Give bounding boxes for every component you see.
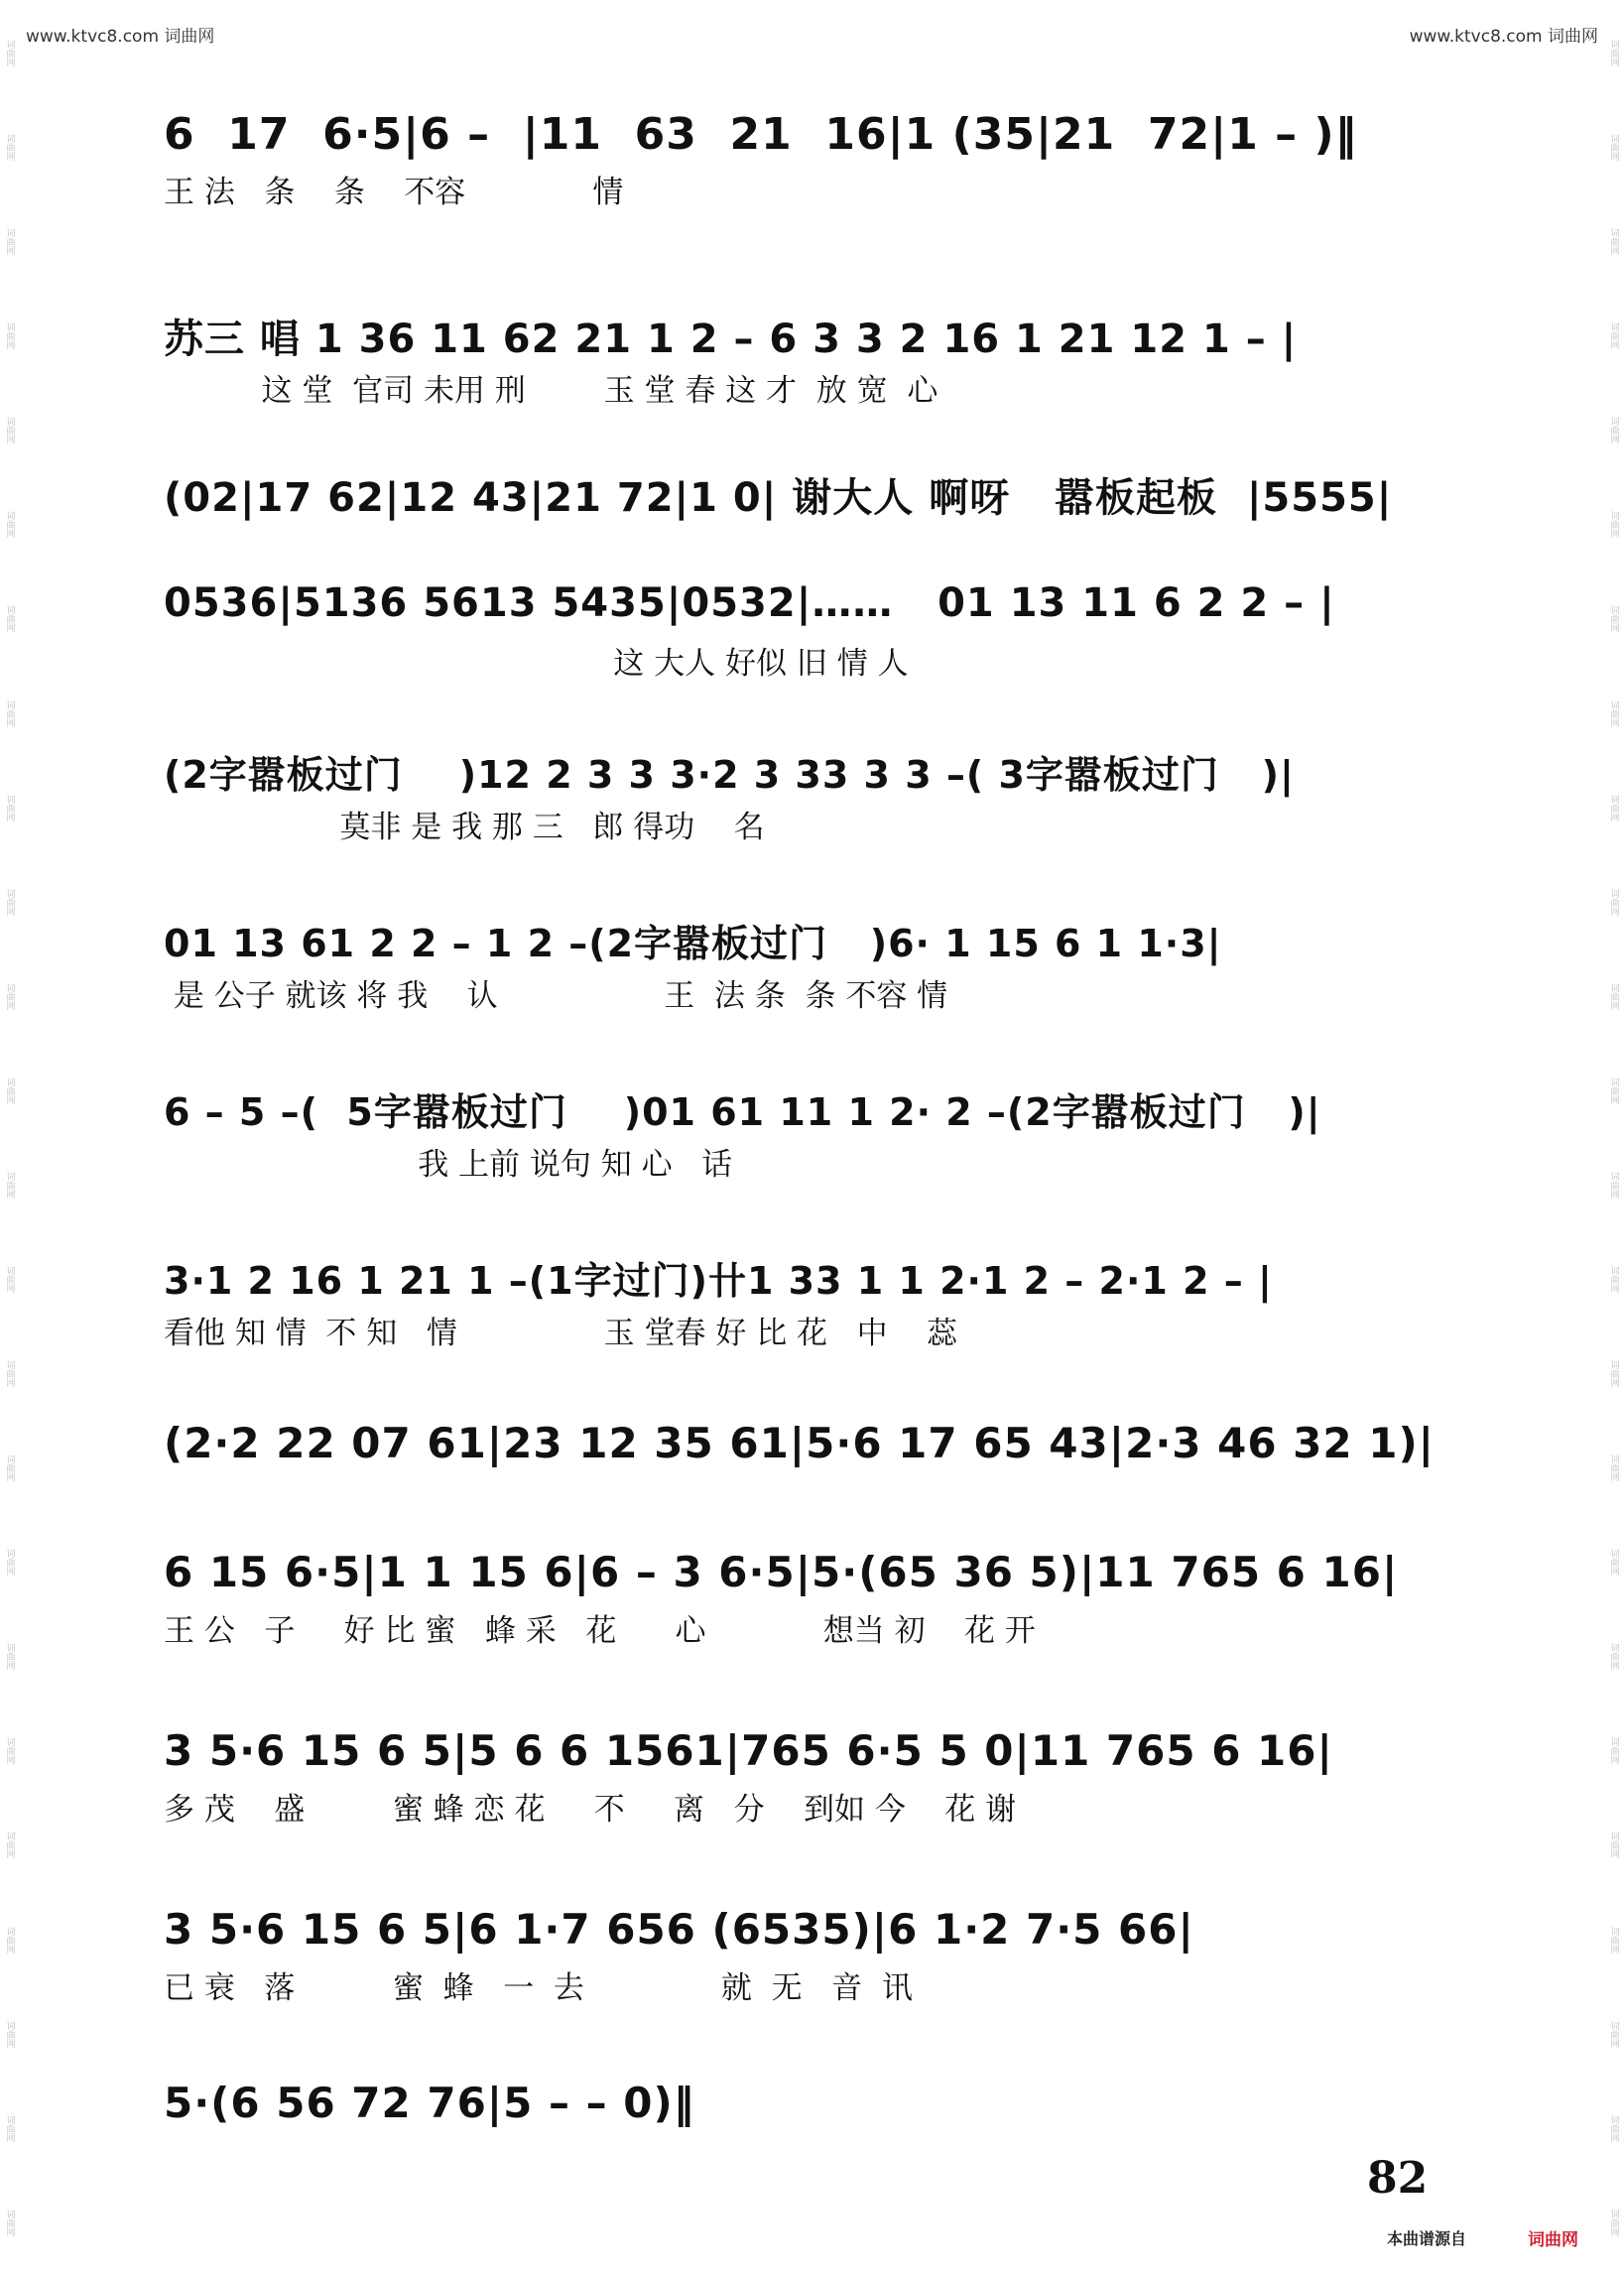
notation-line: 3 5·6 15 6 5|5 6 6 1561|765 6·5 5 0|11 765 6 16| bbox=[164, 1726, 1333, 1775]
left-margin-watermark: 词曲网 词曲网 词曲网 词曲网 词曲网 词曲网 词曲网 词曲网 词曲网 词曲网 词曲网 词曲网 词曲网 词曲网 词曲网 词曲网 词曲网 词曲网 词曲网 词曲网 词曲网 词曲网 词曲网 词曲网 bbox=[4, 40, 15, 2236]
notation-line: (2字嚣板过门 )12 2 3 3 3·2 3 33 3 3 –( 3字嚣板过门 )| bbox=[164, 753, 1295, 797]
lyric-line: 莫非 是 我 那 三 郎 得功 名 bbox=[164, 810, 765, 845]
notation-line: 0536|5136 5613 5435|0532|…… 01 13 11 6 2 2 – | bbox=[164, 580, 1335, 626]
notation-line: 5·(6 56 72 76|5 – – 0)‖ bbox=[164, 2079, 695, 2127]
notation-line: 6 17 6·5|6 – |11 63 21 16|1 (35|21 72|1 – )‖ bbox=[164, 109, 1358, 160]
notation-line: 01 13 61 2 2 – 1 2 –(2字嚣板过门 )6· 1 15 6 1 1·3| bbox=[164, 922, 1222, 965]
lyric-line: 这 堂 官司 未用 刑 玉 堂 春 这 才 放 宽 心 bbox=[164, 373, 938, 409]
footer-source-label: 本曲谱源自 bbox=[1387, 2229, 1467, 2248]
notation-line: 6 15 6·5|1 1 15 6|6 – 3 6·5|5·(65 36 5)|11 765 6 16| bbox=[164, 1548, 1399, 1596]
notation-line: 苏三 唱 1 36 11 62 21 1 2 – 6 3 3 2 16 1 21 12 1 – | bbox=[164, 316, 1298, 362]
lyric-line: 多 茂 盛 蜜 蜂 恋 花 不 离 分 到如 今 花 谢 bbox=[164, 1792, 1017, 1828]
lyric-line: 是 公子 就该 将 我 认 王 法 条 条 不容 情 bbox=[164, 978, 948, 1014]
notation-line: (02|17 62|12 43|21 72|1 0| 谢大人 啊呀 嚣板起板 |5555| bbox=[164, 475, 1393, 521]
notation-line: (2·2 22 07 61|23 12 35 61|5·6 17 65 43|2·3 46 32 1)| bbox=[164, 1419, 1436, 1467]
lyric-line: 看他 知 情 不 知 情 玉 堂春 好 比 花 中 蕊 bbox=[164, 1316, 958, 1351]
lyric-line: 王 公 子 好 比 蜜 蜂 采 花 心 想当 初 花 开 bbox=[164, 1613, 1036, 1649]
header-site-left: www.ktvc8.com 词曲网 bbox=[26, 27, 215, 47]
lyric-line: 王 法 条 条 不容 情 bbox=[164, 175, 624, 210]
page-number: 82 bbox=[1367, 2153, 1429, 2204]
lyric-line: 这 大人 好似 旧 情 人 bbox=[164, 646, 909, 682]
footer-site-link[interactable]: 词曲网 bbox=[1528, 2230, 1578, 2250]
lyric-line: 我 上前 说句 知 心 话 bbox=[164, 1147, 733, 1183]
notation-line: 3·1 2 16 1 21 1 –(1字过门)卄1 33 1 1 2·1 2 – 2·1 2 – | bbox=[164, 1259, 1273, 1303]
notation-line: 6 – 5 –( 5字嚣板过门 )01 61 11 1 2· 2 –(2字嚣板过门 )| bbox=[164, 1090, 1321, 1134]
header-site-right: www.ktvc8.com 词曲网 bbox=[1409, 27, 1598, 47]
right-margin-watermark: 词曲网 词曲网 词曲网 词曲网 词曲网 词曲网 词曲网 词曲网 词曲网 词曲网 词曲网 词曲网 词曲网 词曲网 词曲网 词曲网 词曲网 词曲网 词曲网 词曲网 词曲网 词曲网 词曲网 词曲网 bbox=[1608, 40, 1619, 2236]
notation-line: 3 5·6 15 6 5|6 1·7 656 (6535)|6 1·2 7·5 66| bbox=[164, 1905, 1194, 1954]
lyric-line: 已 衰 落 蜜 蜂 一 去 就 无 音 讯 bbox=[164, 1970, 913, 2006]
